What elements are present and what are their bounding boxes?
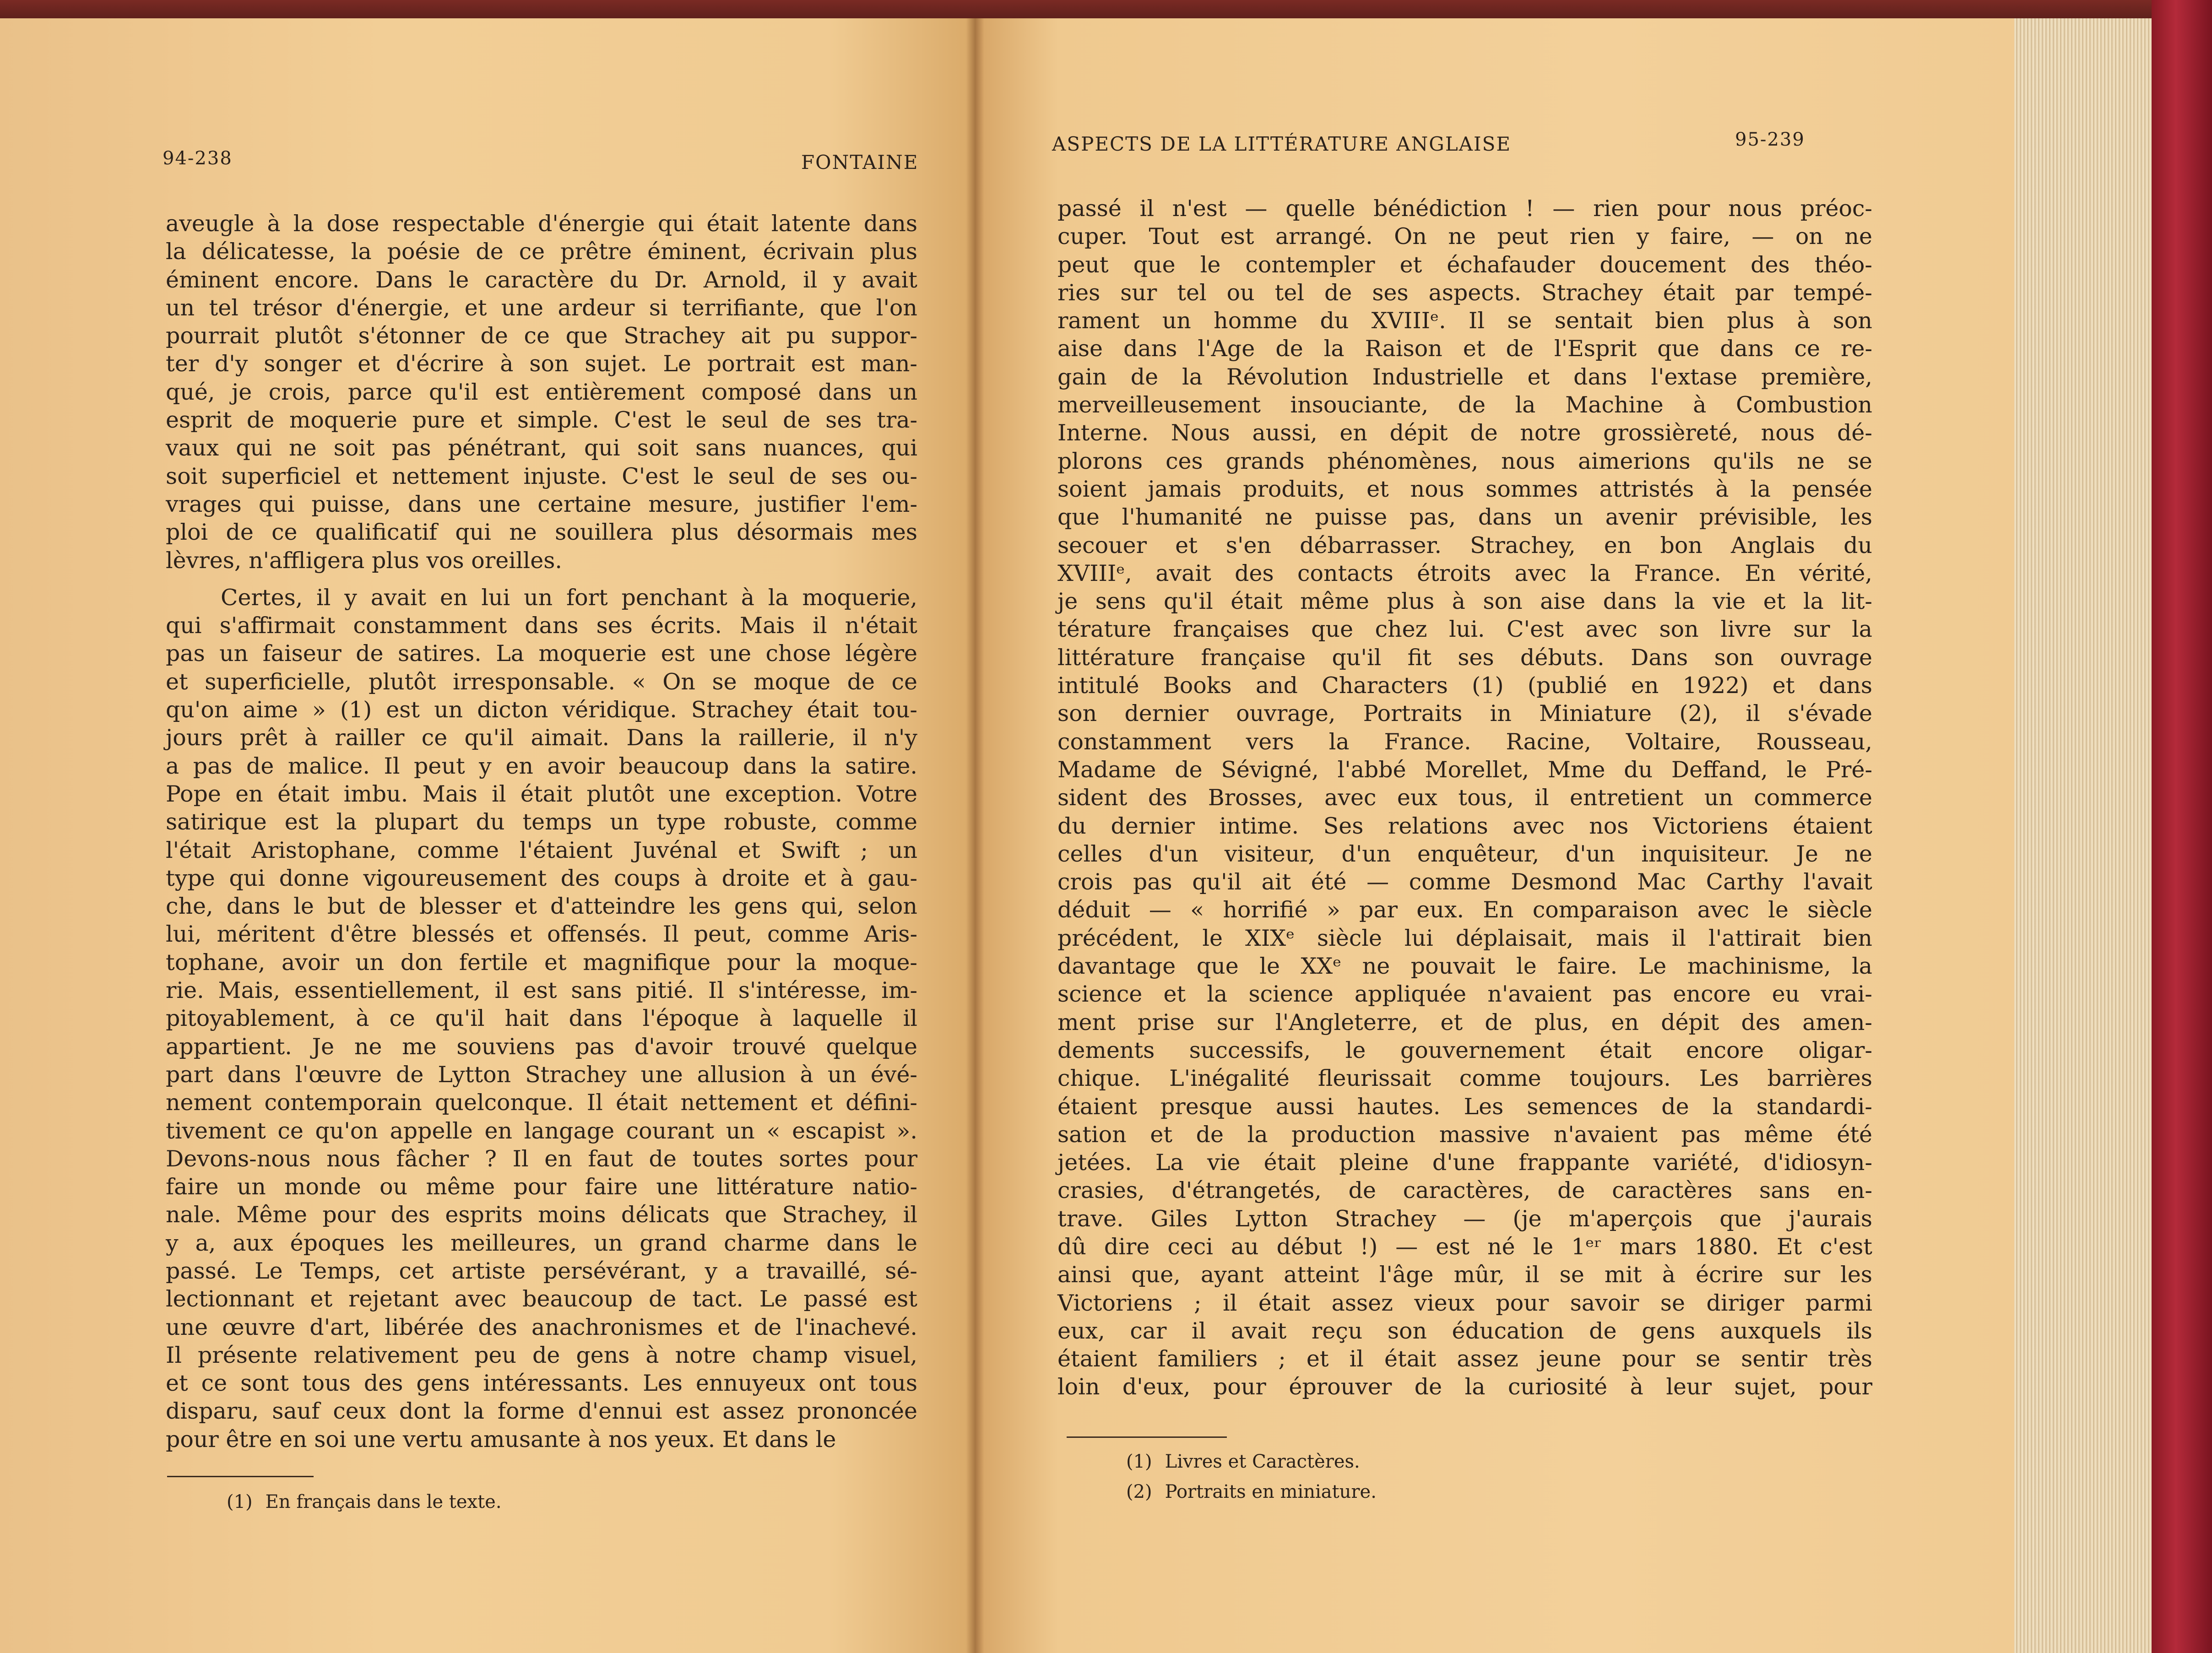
text-line: Victoriens ; il était assez vieux pour savoir se diriger parmi bbox=[1057, 1290, 1872, 1316]
text-line: peut que le contempler et échafauder doucement des théo- bbox=[1057, 251, 1872, 278]
text-line: satirique est la plupart du temps un type robuste, comme bbox=[166, 809, 917, 835]
text-line: térature françaises que chez lui. C'est avec son livre sur la bbox=[1057, 616, 1872, 643]
text-line: lui, méritent d'être blessés et offensés. Il peut, comme Aris- bbox=[166, 921, 917, 948]
left-footnote-1 bbox=[227, 1491, 502, 1512]
text-line: part dans l'œuvre de Lytton Strachey une allusion à un évé- bbox=[166, 1061, 917, 1088]
text-line: et ce sont tous des gens intéressants. Les ennuyeux ont tous bbox=[166, 1370, 917, 1397]
text-line: tophane, avoir un don fertile et magnifique pour la moque- bbox=[166, 949, 917, 976]
text-line: pourrait plutôt s'étonner de ce que Strachey ait pu suppor- bbox=[166, 323, 917, 349]
text-line: et superficielle, plutôt irresponsable. « On se moque de ce bbox=[166, 668, 917, 695]
text-line: son dernier ouvrage, Portraits in Miniature (2), il s'évade bbox=[1057, 700, 1872, 727]
text-line: précédent, le XIXᵉ siècle lui déplaisait, mais il l'attirait bien bbox=[1057, 925, 1872, 951]
text-line: une œuvre d'art, libérée des anachronismes et de l'inachevé. bbox=[166, 1314, 917, 1340]
text-line: chique. L'inégalité fleurissait comme toujours. Les barrières bbox=[1057, 1065, 1872, 1092]
left-footnote-rule bbox=[167, 1476, 314, 1477]
text-line: tivement ce qu'on appelle en langage courant un « escapist ». bbox=[166, 1117, 917, 1144]
text-line: jours prêt à railler ce qu'il aimait. Dans la raillerie, il n'y bbox=[166, 725, 917, 751]
text-line: la délicatesse, la poésie de ce prêtre éminent, écrivain plus bbox=[166, 238, 917, 265]
text-line: merveilleusement insouciante, de la Machine à Combustion bbox=[1057, 392, 1872, 418]
text-line: celles d'un visiteur, d'un enquêteur, d'un inquisiteur. Je ne bbox=[1057, 840, 1872, 867]
footnote-text: Portraits en miniature. bbox=[1165, 1481, 1377, 1502]
text-line: ainsi que, ayant atteint l'âge mûr, il se mit à écrire sur les bbox=[1057, 1262, 1872, 1288]
text-line: pour être en soi une vertu amusante à nos yeux. Et dans le bbox=[166, 1426, 836, 1452]
right-page bbox=[975, 18, 2014, 1653]
text-line: un tel trésor d'énergie, et une ardeur si terrifiante, que l'on bbox=[166, 294, 917, 321]
text-line: ment prise sur l'Angleterre, et de plus, en dépit des amen- bbox=[1057, 1009, 1872, 1035]
text-line: disparu, sauf ceux dont la forme d'ennui est assez prononcée bbox=[166, 1398, 917, 1425]
text-line: sation et de la production massive n'avaient pas même été bbox=[1057, 1121, 1872, 1148]
left-page bbox=[0, 18, 975, 1653]
text-line: dements successifs, le gouvernement était encore oligar- bbox=[1057, 1037, 1872, 1063]
text-line: Pope en était imbu. Mais il était plutôt une exception. Votre bbox=[166, 780, 917, 807]
text-line: ter d'y songer et d'écrire à son sujet. Le portrait est man- bbox=[166, 351, 917, 377]
right-page-text bbox=[1057, 195, 1872, 1401]
text-line: plorons ces grands phénomènes, nous aimerions qu'ils ne se bbox=[1057, 448, 1872, 474]
text-line: soit superficiel et nettement injuste. C'est le seul de ses ou- bbox=[166, 463, 917, 489]
footnote-number: (2) bbox=[1126, 1481, 1152, 1502]
text-line: esprit de moquerie pure et simple. C'est le seul de ses tra- bbox=[166, 407, 917, 434]
text-line: y a, aux époques les meilleures, un grand charme dans le bbox=[166, 1230, 917, 1256]
text-line: aise dans l'Age de la Raison et de l'Esprit que dans ce re- bbox=[1057, 336, 1872, 362]
text-line: étaient presque aussi hautes. Les semences de la standardi- bbox=[1057, 1093, 1872, 1120]
text-line: trave. Giles Lytton Strachey — (je m'aperçois que j'aurais bbox=[1057, 1205, 1872, 1232]
text-line: a pas de malice. Il peut y en avoir beaucoup dans la satire. bbox=[166, 753, 917, 779]
text-line: vaux qui ne soit pas pénétrant, qui soit sans nuances, qui bbox=[166, 435, 917, 461]
text-line: que l'humanité ne puisse pas, dans un avenir prévisible, les bbox=[1057, 504, 1872, 531]
text-line: Certes, il y avait en lui un fort penchant à la moquerie, bbox=[221, 584, 917, 611]
text-line: loin d'eux, pour éprouver de la curiosité à leur sujet, pour bbox=[1057, 1374, 1872, 1400]
right-footnote-2 bbox=[1126, 1481, 1377, 1502]
text-line: étaient familiers ; et il était assez jeune pour se sentir très bbox=[1057, 1346, 1872, 1372]
text-line: gain de la Révolution Industrielle et dans l'extase première, bbox=[1057, 363, 1872, 390]
text-line: ploi de ce qualificatif qui ne souillera plus désormais mes bbox=[166, 519, 917, 546]
footnote-text: Livres et Caractères. bbox=[1165, 1451, 1360, 1472]
text-line: che, dans le but de blesser et d'atteindre les gens qui, selon bbox=[166, 893, 917, 920]
text-line: lectionnant et rejetant avec beaucoup de tact. Le passé est bbox=[166, 1286, 917, 1312]
text-line: type qui donne vigoureusement des coups à droite et à gau- bbox=[166, 865, 917, 891]
text-line: rament un homme du XVIIIᵉ. Il se sentait bien plus à son bbox=[1057, 308, 1872, 334]
footnote-text: En français dans le texte. bbox=[265, 1491, 502, 1512]
text-line: jetées. La vie était pleine d'une frappante variété, d'idiosyn- bbox=[1057, 1149, 1872, 1176]
text-line: crasies, d'étrangetés, de caractères, de caractères sans en- bbox=[1057, 1177, 1872, 1204]
text-line: qu'on aime » (1) est un dicton véridique. Strachey était tou- bbox=[166, 697, 917, 723]
text-line: Madame de Sévigné, l'abbé Morellet, Mme du Deffand, le Pré- bbox=[1057, 756, 1872, 783]
text-line: Interne. Nous aussi, en dépit de notre grossièreté, nous dé- bbox=[1057, 420, 1872, 446]
text-line: secouer et s'en débarrasser. Strachey, en bon Anglais du bbox=[1057, 532, 1872, 558]
left-page-folio: 94-238 bbox=[163, 148, 233, 169]
text-line: science et la science appliquée n'avaient pas encore eu vrai- bbox=[1057, 981, 1872, 1008]
page-edges bbox=[2014, 18, 2152, 1653]
text-line: qui s'affirmait constamment dans ses écrits. Mais il n'était bbox=[166, 612, 917, 639]
text-line: pitoyablement, à ce qu'il hait dans l'époque à laquelle il bbox=[166, 1005, 917, 1032]
text-line: l'était Aristophane, comme l'étaient Juvénal et Swift ; un bbox=[166, 837, 917, 863]
text-line: dû dire ceci au début !) — est né le 1ᵉʳ mars 1880. Et c'est bbox=[1057, 1233, 1872, 1260]
text-line: nale. Même pour des esprits moins délicats que Strachey, il bbox=[166, 1202, 917, 1228]
left-page-running-head: FONTAINE bbox=[801, 151, 919, 173]
text-line: vrages qui puisse, dans une certaine mesure, justifier l'em- bbox=[166, 491, 917, 517]
text-line: rie. Mais, essentiellement, il est sans pitié. Il s'intéresse, im- bbox=[166, 977, 917, 1004]
text-line: je sens qu'il était même plus à son aise dans la vie et la lit- bbox=[1057, 588, 1872, 615]
text-line: sident des Brosses, avec eux tous, il entretient un commerce bbox=[1057, 785, 1872, 811]
text-line: appartient. Je ne me souviens pas d'avoir trouvé quelque bbox=[166, 1033, 917, 1060]
left-page-text bbox=[166, 210, 917, 1453]
book-cover-edge bbox=[2152, 0, 2212, 1653]
text-line: éminent encore. Dans le caractère du Dr. Arnold, il y avait bbox=[166, 266, 917, 293]
text-line: littérature française qu'il fit ses débuts. Dans son ouvrage bbox=[1057, 644, 1872, 671]
text-line: lèvres, n'affligera plus vos oreilles. bbox=[166, 547, 562, 574]
text-line: passé. Le Temps, cet artiste persévérant, y a travaillé, sé- bbox=[166, 1257, 917, 1284]
text-line: aveugle à la dose respectable d'énergie qui était latente dans bbox=[166, 211, 917, 237]
footnote-number: (1) bbox=[227, 1491, 253, 1512]
text-line: qué, je crois, parce qu'il est entièrement composé dans un bbox=[166, 379, 917, 405]
text-line: faire un monde ou même pour faire une littérature natio- bbox=[166, 1174, 917, 1200]
text-line: constamment vers la France. Racine, Voltaire, Rousseau, bbox=[1057, 728, 1872, 755]
text-line: crois pas qu'il ait été — comme Desmond Mac Carthy l'avait bbox=[1057, 869, 1872, 895]
text-line: Il présente relativement peu de gens à notre champ visuel, bbox=[166, 1342, 917, 1368]
footnote-number: (1) bbox=[1126, 1451, 1152, 1472]
text-line: passé il n'est — quelle bénédiction ! — rien pour nous préoc- bbox=[1057, 195, 1872, 222]
text-line: cuper. Tout est arrangé. On ne peut rien y faire, — on ne bbox=[1057, 223, 1872, 250]
text-line: nement contemporain quelconque. Il était nettement et défini- bbox=[166, 1089, 917, 1116]
text-line: ries sur tel ou tel de ses aspects. Strachey était par tempé- bbox=[1057, 279, 1872, 306]
text-line: davantage que le XXᵉ ne pouvait le faire. Le machinisme, la bbox=[1057, 953, 1872, 980]
right-page-folio: 95-239 bbox=[1735, 129, 1805, 150]
text-line: XVIIIᵉ, avait des contacts étroits avec la France. En vérité, bbox=[1057, 560, 1872, 586]
paragraph-gap bbox=[166, 574, 917, 584]
right-page-running-head: ASPECTS DE LA LITTÉRATURE ANGLAISE bbox=[1052, 133, 1512, 155]
text-line: Devons-nous nous fâcher ? Il en faut de toutes sortes pour bbox=[166, 1145, 917, 1172]
text-line: intitulé Books and Characters (1) (publié en 1922) et dans bbox=[1057, 672, 1872, 699]
right-footnote-rule bbox=[1067, 1436, 1227, 1438]
text-line: soient jamais produits, et nous sommes attristés à la pensée bbox=[1057, 476, 1872, 502]
book-gutter bbox=[966, 18, 984, 1653]
text-line: eux, car il avait reçu son éducation de gens auxquels ils bbox=[1057, 1317, 1872, 1344]
text-line: pas un faiseur de satires. La moquerie est une chose légère bbox=[166, 640, 917, 667]
text-line: du dernier intime. Ses relations avec nos Victoriens étaient bbox=[1057, 813, 1872, 839]
right-footnote-1 bbox=[1126, 1451, 1360, 1472]
text-line: déduit — « horrifié » par eux. En comparaison avec le siècle bbox=[1057, 897, 1872, 923]
